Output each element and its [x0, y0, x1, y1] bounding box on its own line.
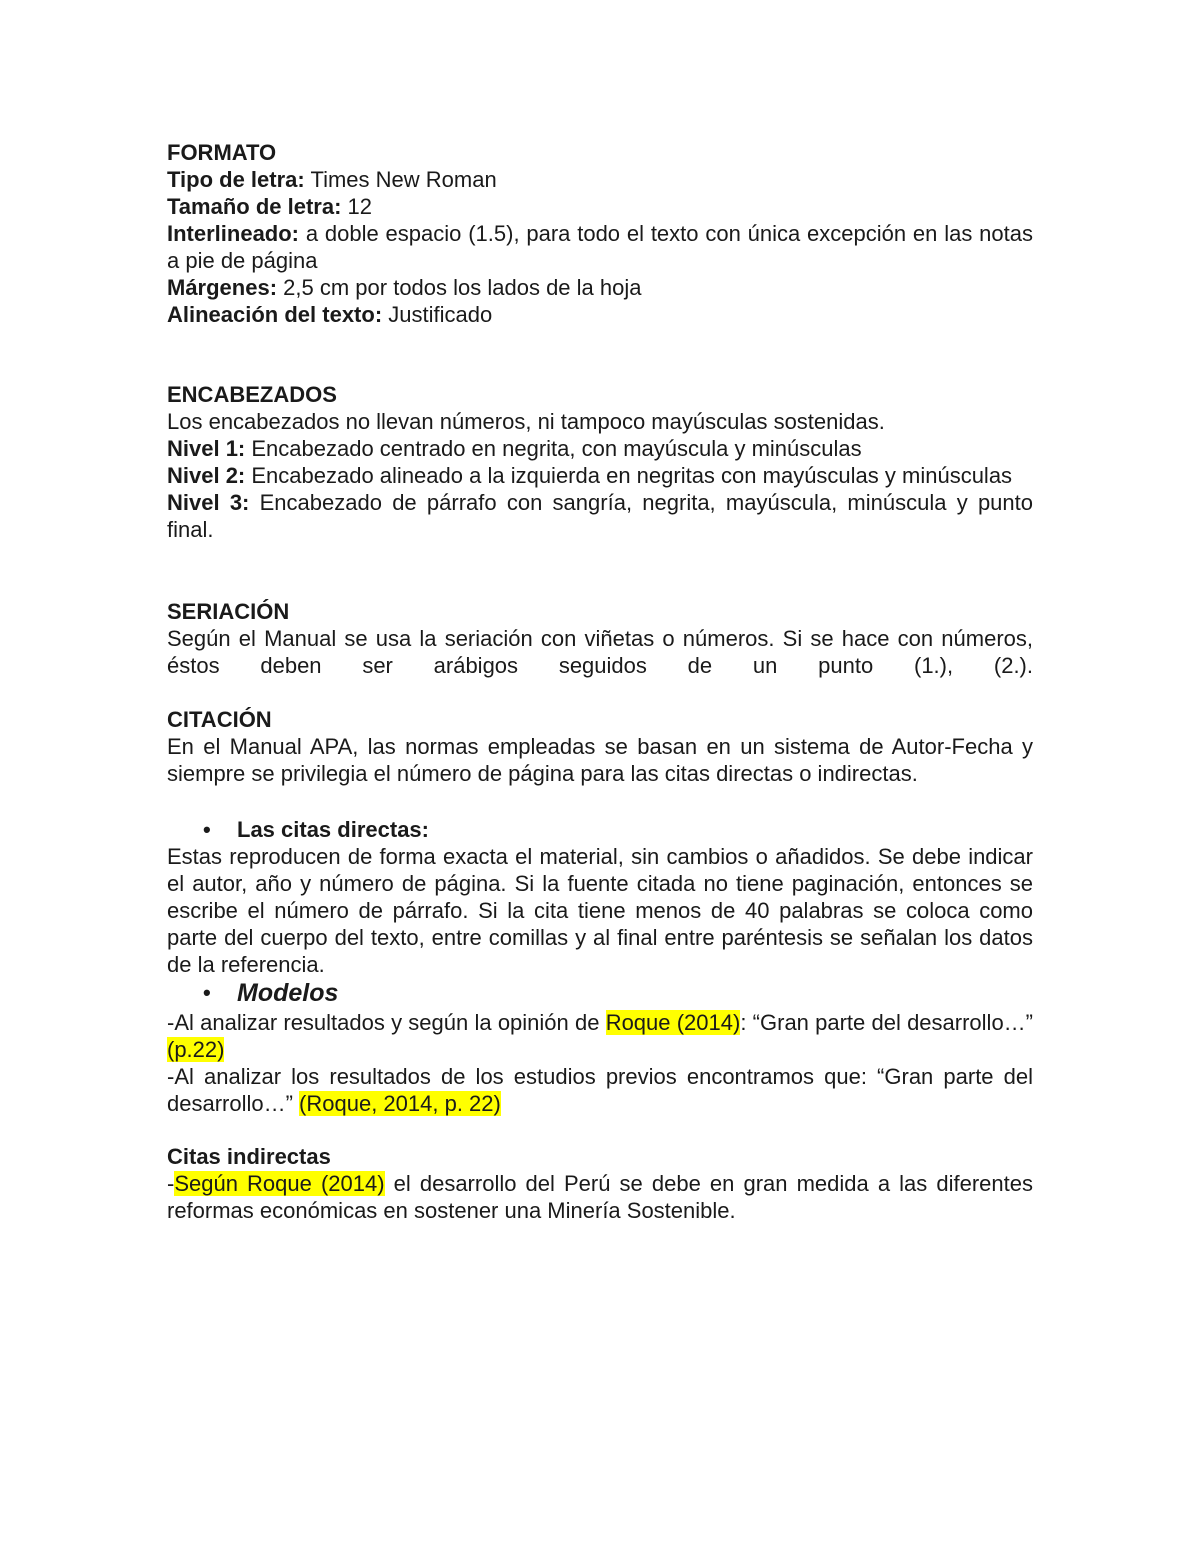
directas-text: Estas reproducen de forma exacta el material, sin cambios o añadidos. Se debe indicar el autor, año y número de página. Si la fuente citada no tiene paginación, entonces se escribe el número de párrafo. Si la cita tiene menos de 40 palabras se coloca como parte del cuerpo del texto, entre comillas y al final entre paréntesis se señalan los datos de la referencia. [167, 844, 1033, 977]
highlight: Roque (2014) [605, 1010, 741, 1035]
section-seriacion [167, 598, 1033, 679]
text: -Al analizar resultados y según la opinión de [167, 1010, 606, 1035]
heading-encabezados: ENCABEZADOS [167, 382, 337, 407]
highlight: (p.22) [167, 1037, 225, 1062]
indirectas-text [167, 1170, 1033, 1224]
heading-citas-indirectas: Citas indirectas [167, 1144, 331, 1169]
label: Márgenes: [167, 275, 278, 300]
value: Justificado [382, 302, 493, 327]
subheading: Las citas directas: [237, 817, 429, 842]
bullet-icon: • [203, 817, 211, 842]
alineacion [167, 301, 1033, 328]
label: Tamaño de letra: [167, 194, 342, 219]
encabezados-intro: Los encabezados no llevan números, ni tampoco mayúsculas sostenidas. [167, 409, 885, 434]
section-encabezados [167, 381, 1033, 543]
value: 12 [341, 194, 373, 219]
label: Nivel 3: [167, 490, 250, 515]
label: Alineación del texto: [167, 302, 383, 327]
citacion-text: En el Manual APA, las normas empleadas se basan en un sistema de Autor-Fecha y siempre se privilegia el número de página para las citas directas o indirectas. [167, 734, 1033, 786]
section-formato [167, 139, 1033, 328]
bullet-icon: • [203, 980, 211, 1005]
text: - [167, 1171, 175, 1196]
highlight: Según Roque (2014) [174, 1171, 385, 1196]
label: Interlineado: [167, 221, 300, 246]
heading-seriacion: SERIACIÓN [167, 599, 290, 624]
ejemplo-2 [167, 1063, 1033, 1117]
value: Encabezado centrado en negrita, con mayúscula y minúsculas [245, 436, 862, 461]
section-citas-indirectas [167, 1143, 1033, 1224]
label: Nivel 1: [167, 436, 246, 461]
label: Nivel 2: [167, 463, 246, 488]
tipo-letra [167, 166, 1033, 193]
bullet-citas-directas [167, 816, 1033, 843]
tamano-letra [167, 193, 1033, 220]
text: -Al analizar los resultados de los estudios previos encontramos que: “Gran parte del desarrollo…” [167, 1064, 1033, 1116]
heading-formato: FORMATO [167, 140, 277, 165]
value: Encabezado alineado a la izquierda en negritas con mayúsculas y minúsculas [245, 463, 1013, 488]
seriacion-text: Según el Manual se usa la seriación con viñetas o números. Si se hace con números, éstos deben ser arábigos seguidos de un punto (1.), (2.). [167, 626, 1033, 678]
value: Times New Roman [304, 167, 497, 192]
nivel-2 [167, 462, 1033, 489]
value: 2,5 cm por todos los lados de la hoja [277, 275, 642, 300]
subheading: Modelos [237, 979, 339, 1007]
value: a doble espacio (1.5), para todo el texto con única excepción en las notas a pie de página [167, 221, 1033, 273]
section-citas-directas [167, 816, 1033, 1117]
nivel-3 [167, 489, 1033, 543]
ejemplo-1 [167, 1009, 1033, 1063]
nivel-1 [167, 435, 1033, 462]
heading-citacion: CITACIÓN [167, 707, 272, 732]
margenes [167, 274, 1033, 301]
value: Encabezado de párrafo con sangría, negrita, mayúscula, minúscula y punto final. [167, 490, 1033, 542]
bullet-modelos [167, 978, 1033, 1009]
text: el desarrollo del Perú se debe en gran medida a las diferentes reformas económicas en sostener una Minería Sostenible. [167, 1171, 1033, 1223]
text: : “Gran parte del desarrollo…” [740, 1010, 1034, 1035]
highlight: (Roque, 2014, p. 22) [299, 1091, 501, 1116]
interlineado [167, 220, 1033, 274]
section-citacion [167, 706, 1033, 787]
label: Tipo de letra: [167, 167, 305, 192]
